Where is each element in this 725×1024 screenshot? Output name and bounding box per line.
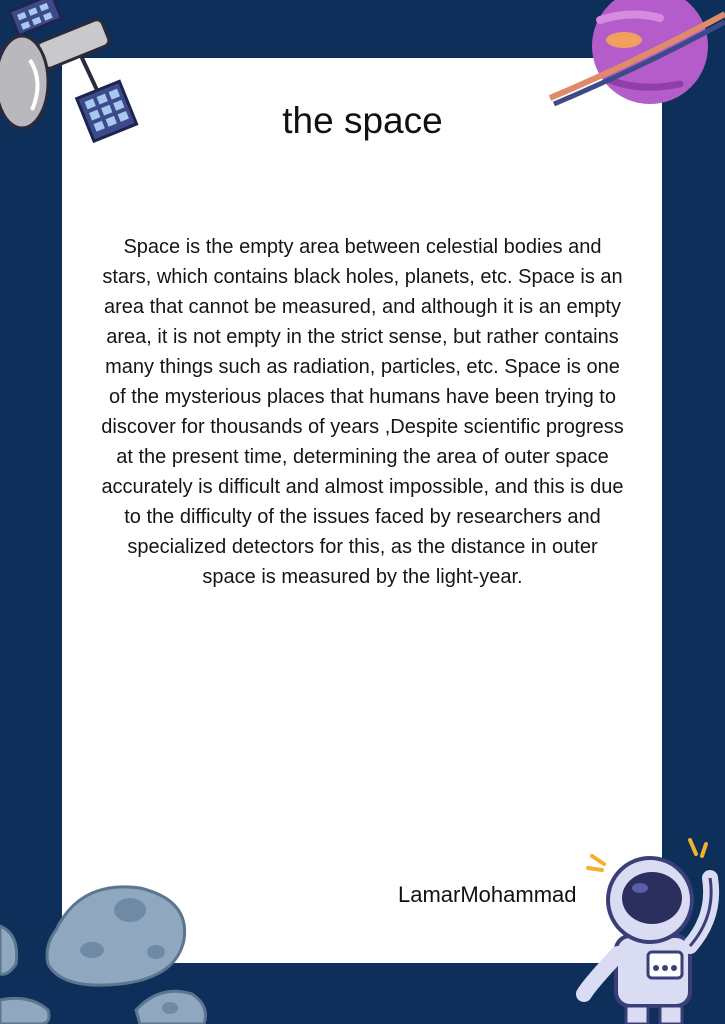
author-name: LamarMohammad — [398, 882, 577, 907]
body-paragraph: Space is the empty area between celestial bodies and stars, which contains black holes, planets, etc. Space is an area that cannot be measured, and although it is an empty area, it is not empty in the strict sense, but rather contains many things such as radiation, particles, etc. Space is one of the mysterious places that humans have been trying to discover for thousands of years ,Despite scientific progress at the present time, determining the area of outer space accurately is difficult and almost impossible, and this is due to the difficulty of the issues faced by researchers and specialized detectors for this, as the distance in outer space is measured by the light-year. — [101, 236, 624, 588]
asteroid-icon — [0, 860, 220, 1024]
astronaut-icon — [570, 834, 725, 1024]
page-title: the space — [282, 100, 443, 141]
